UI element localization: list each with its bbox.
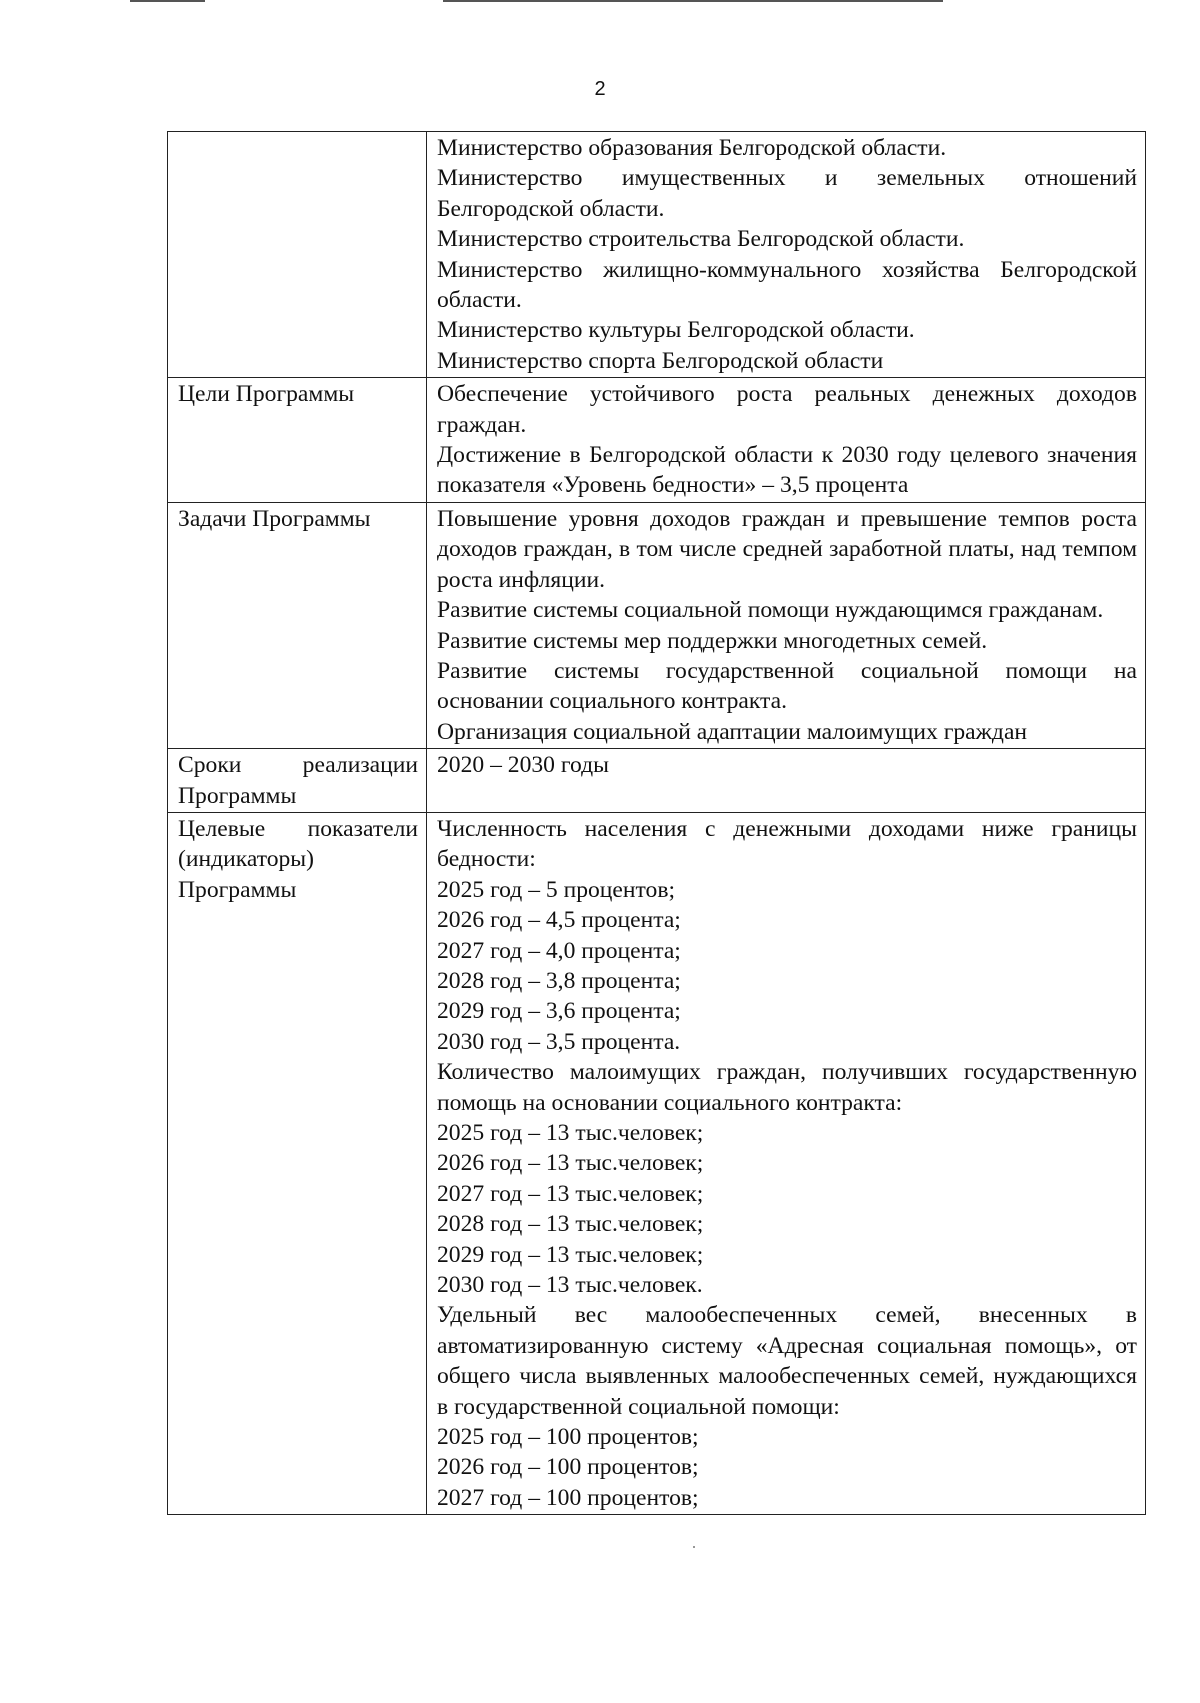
indicator-heading-poverty: Численность населения с денежными доходами ниже границы бедности: xyxy=(437,815,1137,873)
indicator-value: 2029 год – 3,6 процента; xyxy=(437,998,681,1025)
task-item: Повышение уровня доходов граждан и превышение темпов роста доходов граждан, в том числе средней заработной платы, над темпом роста инфляции. xyxy=(437,505,1137,593)
ministry-property: Министерство имущественных и земельных отношений Белгородской области. xyxy=(437,165,1137,222)
ministry-construction: Министерство строительства Белгородской области. xyxy=(437,226,965,253)
indicator-value: 2030 год – 3,5 процента. xyxy=(437,1028,681,1055)
indicator-value: 2027 год – 4,0 процента; xyxy=(437,937,681,964)
content-cell xyxy=(427,749,1146,813)
indicator-value: 2026 год – 13 тыс.человек; xyxy=(437,1150,704,1177)
table-row-tasks xyxy=(168,502,1146,748)
indicator-value: 2027 год – 100 процентов; xyxy=(437,1484,699,1511)
terms-value: 2020 – 2030 годы xyxy=(437,752,609,779)
indicator-value: 2026 год – 100 процентов; xyxy=(437,1454,699,1481)
label-indicators-line1: Целевые показатели xyxy=(178,815,418,842)
indicator-value: 2029 год – 13 тыс.человек; xyxy=(437,1241,704,1268)
indicator-value: 2028 год – 3,8 процента; xyxy=(437,967,681,994)
indicator-value: 2027 год – 13 тыс.человек; xyxy=(437,1180,704,1207)
content-cell xyxy=(427,378,1146,503)
indicator-value: 2025 год – 100 процентов; xyxy=(437,1424,699,1451)
label-terms xyxy=(168,749,427,813)
scan-speck xyxy=(693,1546,695,1548)
indicator-heading-address-assistance: Удельный вес малообеспеченных семей, внесенных в автоматизированную систему «Адресная социальная помощь», от общего числа выявленных малообеспеченных семей, нуждающихся в государственной социальной помощи: xyxy=(437,1302,1137,1420)
task-item: Развитие системы государственной социальной помощи на основании социального контракта. xyxy=(437,657,1137,715)
goal-item: Достижение в Белгородской области к 2030 году целевого значения показателя «Уровень бедности» – 3,5 процента xyxy=(437,442,1137,499)
table-row-goals xyxy=(168,378,1146,503)
label-indicators-line3: Программы xyxy=(178,876,297,903)
table-row-terms xyxy=(168,749,1146,813)
goal-item: Обеспечение устойчивого роста реальных денежных доходов граждан. xyxy=(437,381,1137,438)
scan-top-rule-right xyxy=(443,0,943,2)
label-terms-line2: Программы xyxy=(178,782,297,809)
task-item: Организация социальной адаптации малоимущих граждан xyxy=(437,718,1028,745)
label-goals: Цели Программы xyxy=(168,378,427,503)
ministry-housing: Министерство жилищно-коммунального хозяйства Белгородской области. xyxy=(437,256,1137,314)
task-item: Развитие системы мер поддержки многодетных семей. xyxy=(437,627,988,654)
task-item: Развитие системы социальной помощи нуждающимся гражданам. xyxy=(437,597,1104,624)
indicator-value: 2025 год – 13 тыс.человек; xyxy=(437,1120,704,1146)
content-cell xyxy=(427,812,1146,1514)
content-cell xyxy=(427,132,1146,378)
indicator-value: 2030 год – 13 тыс.человек. xyxy=(437,1272,703,1299)
indicator-value: 2028 год – 13 тыс.человек; xyxy=(437,1211,704,1238)
scan-top-rule-left xyxy=(130,0,205,2)
label-tasks: Задачи Программы xyxy=(168,502,427,748)
program-passport-table xyxy=(167,131,1146,1515)
label-terms-line1: Сроки реализации xyxy=(178,752,418,779)
label-cell xyxy=(168,132,427,378)
label-indicators-line2: (индикаторы) xyxy=(178,846,315,873)
table-row-indicators xyxy=(168,812,1146,1514)
label-indicators xyxy=(168,812,427,1514)
page-number: 2 xyxy=(594,78,606,100)
indicator-heading-social-contract: Количество малоимущих граждан, получивших государственную помощь на основании социального контракта: xyxy=(437,1059,1137,1116)
ministry-education: Министерство образования Белгородской области. xyxy=(437,135,947,161)
indicator-value: 2025 год – 5 процентов; xyxy=(437,876,676,903)
content-cell xyxy=(427,502,1146,748)
ministry-culture: Министерство культуры Белгородской области. xyxy=(437,317,915,344)
indicator-value: 2026 год – 4,5 процента; xyxy=(437,907,681,934)
ministry-sport: Министерство спорта Белгородской области xyxy=(437,347,884,374)
table-row-responsible-bodies xyxy=(168,132,1146,378)
